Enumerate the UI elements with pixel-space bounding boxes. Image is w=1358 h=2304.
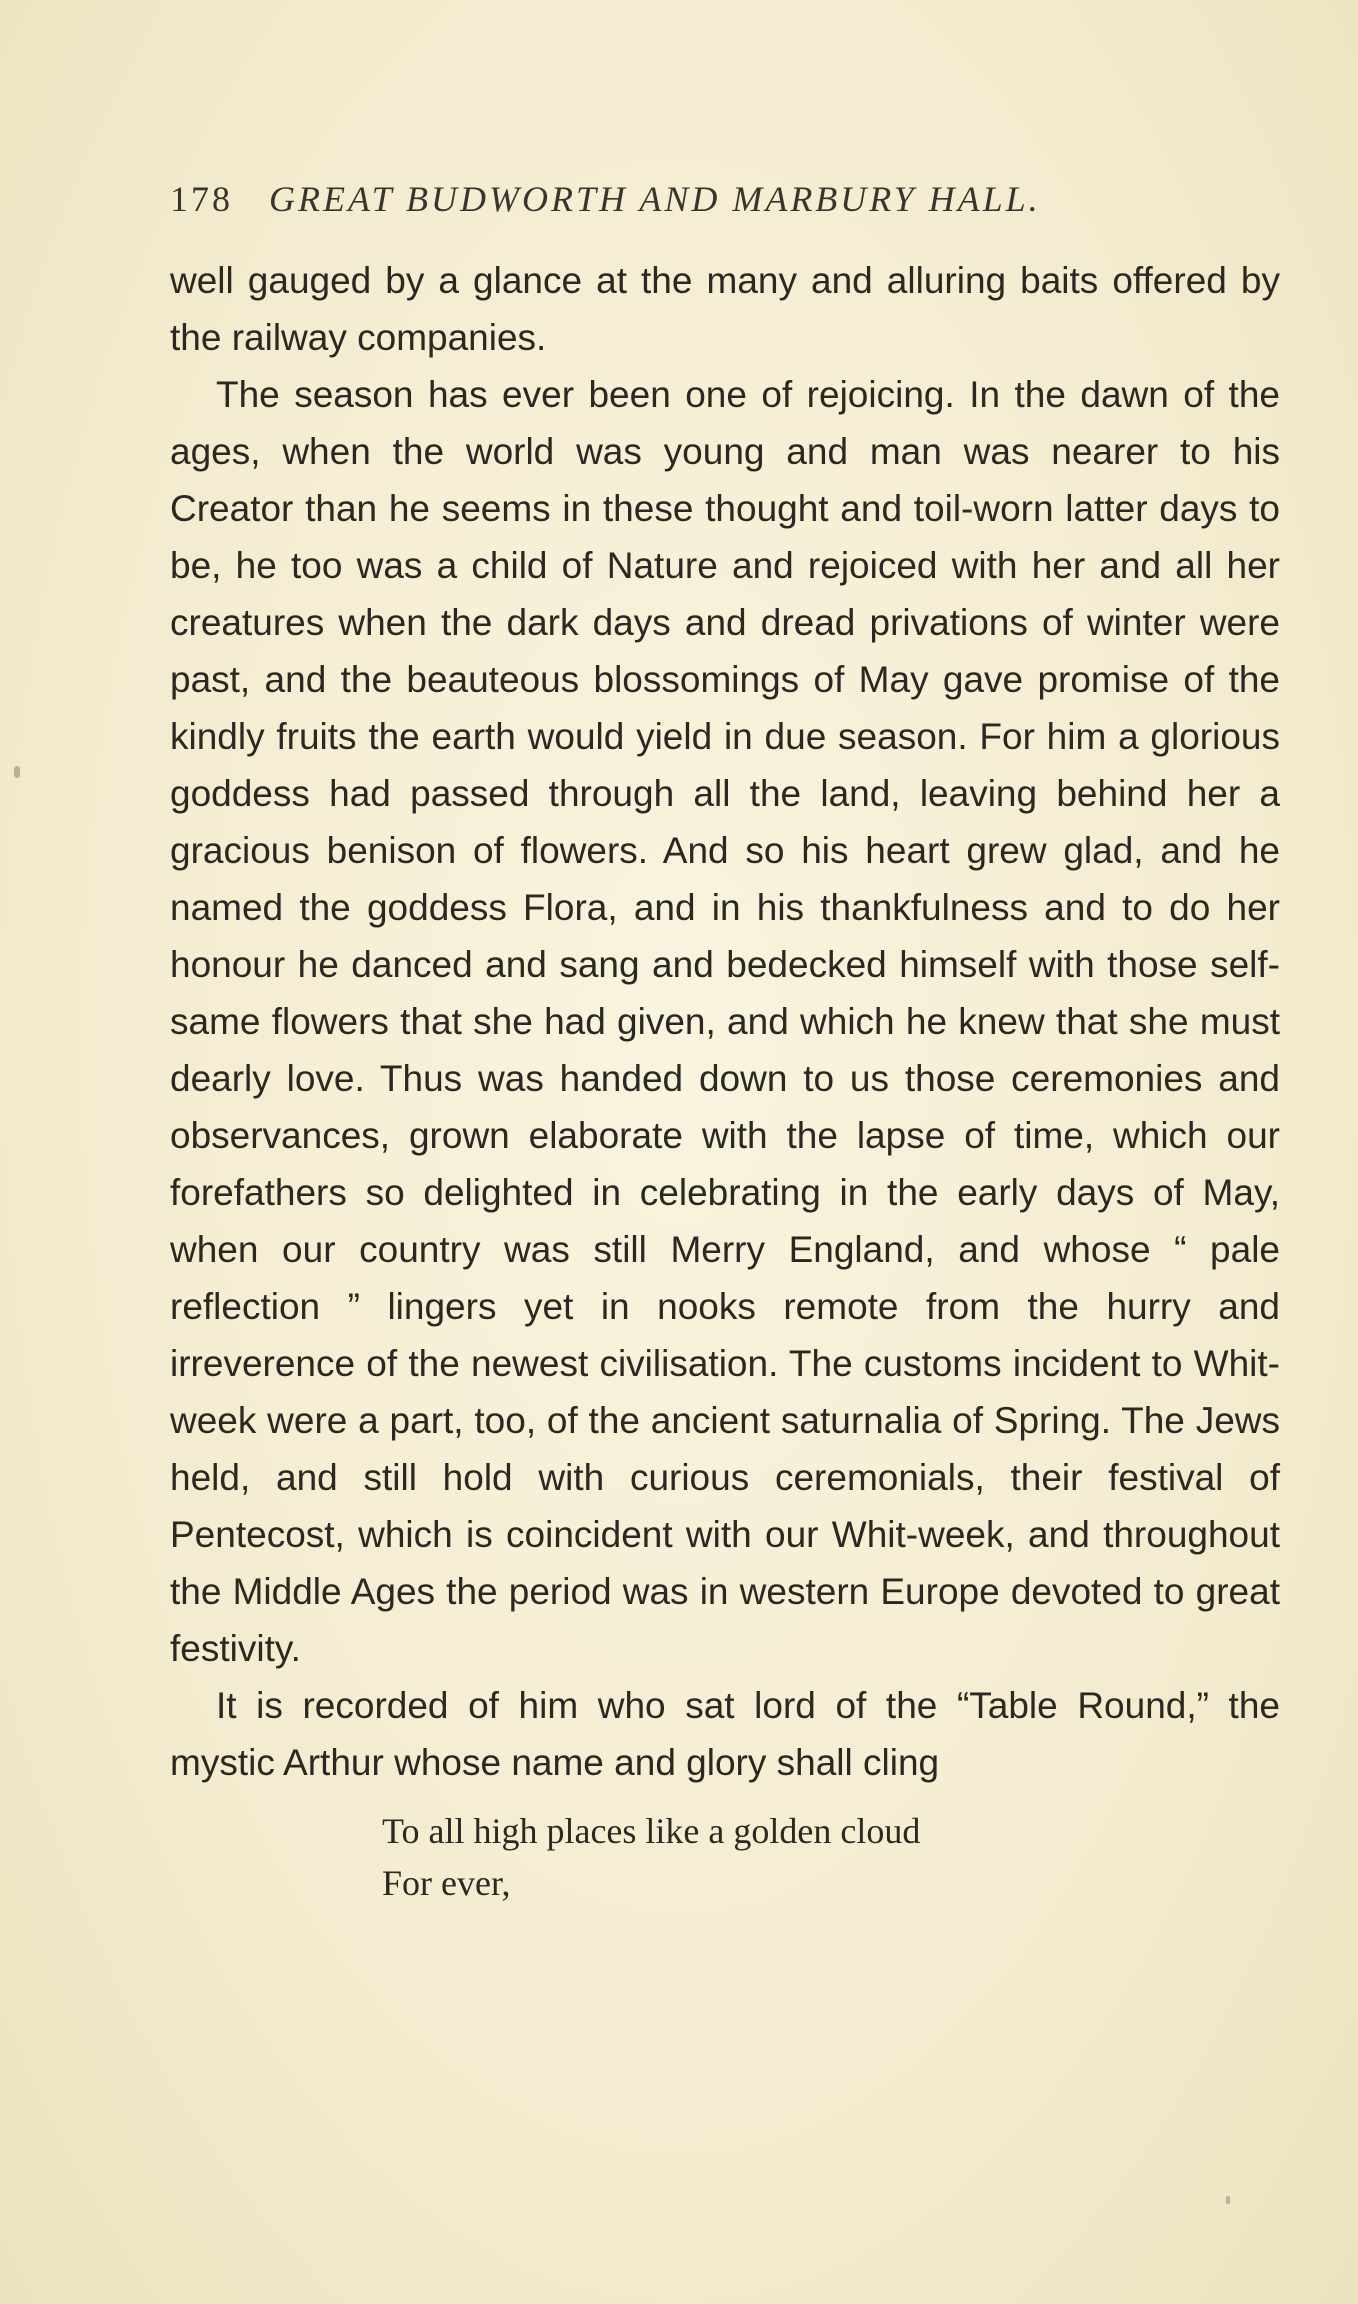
paper-speck [1226, 2196, 1230, 2204]
verse-line-2: For ever, [382, 1863, 511, 1903]
paragraph-continuation: well gauged by a glance at the many and alluring baits offered by the railway companies. [170, 260, 1280, 358]
paragraph-season: The season has ever been one of rejoicing. In the dawn of the ages, when the world was young and man was nearer to his Creator than he seems in these thought and toil-worn latter days to be, he too was a child of Nature and rejoiced with her and all her creatures when the dark days and dread privations of winter were past, and the beauteous blossomings of May gave promise of the kindly fruits the earth would yield in due season. For him a glorious goddess had passed through all the land, leaving behind her a gracious benison of flowers. And so his heart grew glad, and he named the goddess Flora, and in his thankfulness and to do her honour he danced and sang and bedecked himself with those self-same flowers that she had given, and which he knew that she must dearly love. Thus was handed down to us those ceremonies and observances, grown elaborate with the lapse of time, which our forefathers so delighted in celebrating in the early days of May, when our country was still Merry England, and whose “ pale reflection ” lingers yet in nooks remote from the hurry and irreverence of the newest civilisation. The customs incident to Whit-week were a part, too, of the ancient saturnalia of Spring. The Jews held, and still hold with curious ceremonials, their festival of Pentecost, which is coincident with our Whit-week, and throughout the Middle Ages the period was in western Europe devoted to great festivity. [170, 374, 1280, 1669]
running-header [170, 178, 1190, 228]
body-text [170, 252, 1280, 1909]
verse-line-1: To all high places like a golden cloud [382, 1811, 921, 1851]
running-title: GREAT BUDWORTH AND MARBURY HALL. [269, 179, 1041, 219]
paper-speck [14, 766, 20, 778]
verse-quote [382, 1805, 1280, 1909]
page-number: 178 [170, 179, 233, 219]
paragraph-arthur: It is recorded of him who sat lord of the “Table Round,” the mystic Arthur whose name and glory shall cling [170, 1685, 1280, 1783]
